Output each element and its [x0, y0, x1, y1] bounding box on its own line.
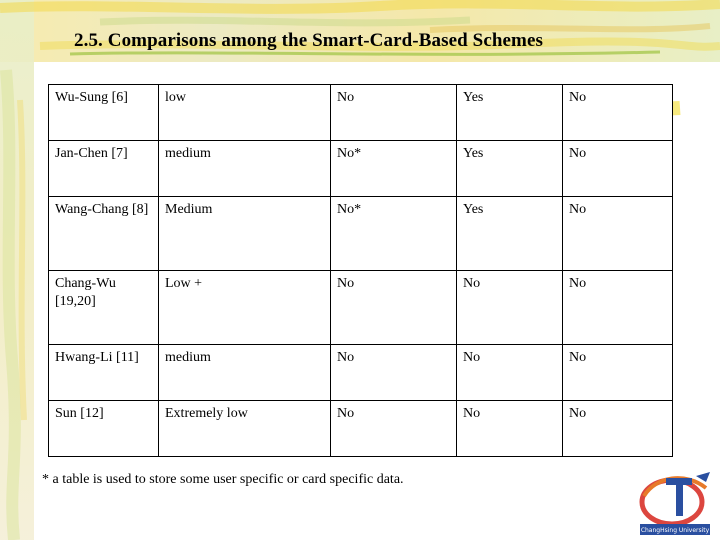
- university-logo-icon: [636, 466, 716, 538]
- table-cell: No: [563, 197, 673, 271]
- table-cell: Sun [12]: [49, 401, 159, 457]
- table-cell: No: [457, 345, 563, 401]
- table-cell: No: [563, 345, 673, 401]
- table-cell: Chang-Wu [19,20]: [49, 271, 159, 345]
- table-row: [49, 271, 673, 345]
- comparison-table: [48, 84, 673, 457]
- table-cell: Wu-Sung [6]: [49, 85, 159, 141]
- table-cell: No: [331, 271, 457, 345]
- table-cell: No: [331, 345, 457, 401]
- table-cell: No: [331, 85, 457, 141]
- table-cell: Yes: [457, 85, 563, 141]
- table-row: [49, 197, 673, 271]
- table-cell: Hwang-Li [11]: [49, 345, 159, 401]
- table-cell: Medium: [159, 197, 331, 271]
- table-cell: Yes: [457, 197, 563, 271]
- table-cell: No: [563, 271, 673, 345]
- table-cell: No: [331, 401, 457, 457]
- table-cell: Yes: [457, 141, 563, 197]
- table-cell: Extremely low: [159, 401, 331, 457]
- table-cell: Low +: [159, 271, 331, 345]
- table-cell: No: [457, 271, 563, 345]
- footnote: * a table is used to store some user specific or card specific data.: [42, 472, 404, 487]
- table-cell: No: [563, 401, 673, 457]
- table-cell: medium: [159, 141, 331, 197]
- page-title: 2.5. Comparisons among the Smart-Card-Based Schemes: [74, 30, 544, 51]
- table-row: [49, 85, 673, 141]
- table-cell: Wang-Chang [8]: [49, 197, 159, 271]
- table-cell: low: [159, 85, 331, 141]
- logo-text: ChangHsing University: [640, 527, 710, 534]
- table-row: [49, 141, 673, 197]
- table-cell: No: [457, 401, 563, 457]
- table-row: [49, 345, 673, 401]
- table-cell: No: [563, 85, 673, 141]
- table-cell: No: [563, 141, 673, 197]
- table-cell: No*: [331, 141, 457, 197]
- table-row: [49, 401, 673, 457]
- table-cell: Jan-Chen [7]: [49, 141, 159, 197]
- table-cell: No*: [331, 197, 457, 271]
- table-cell: medium: [159, 345, 331, 401]
